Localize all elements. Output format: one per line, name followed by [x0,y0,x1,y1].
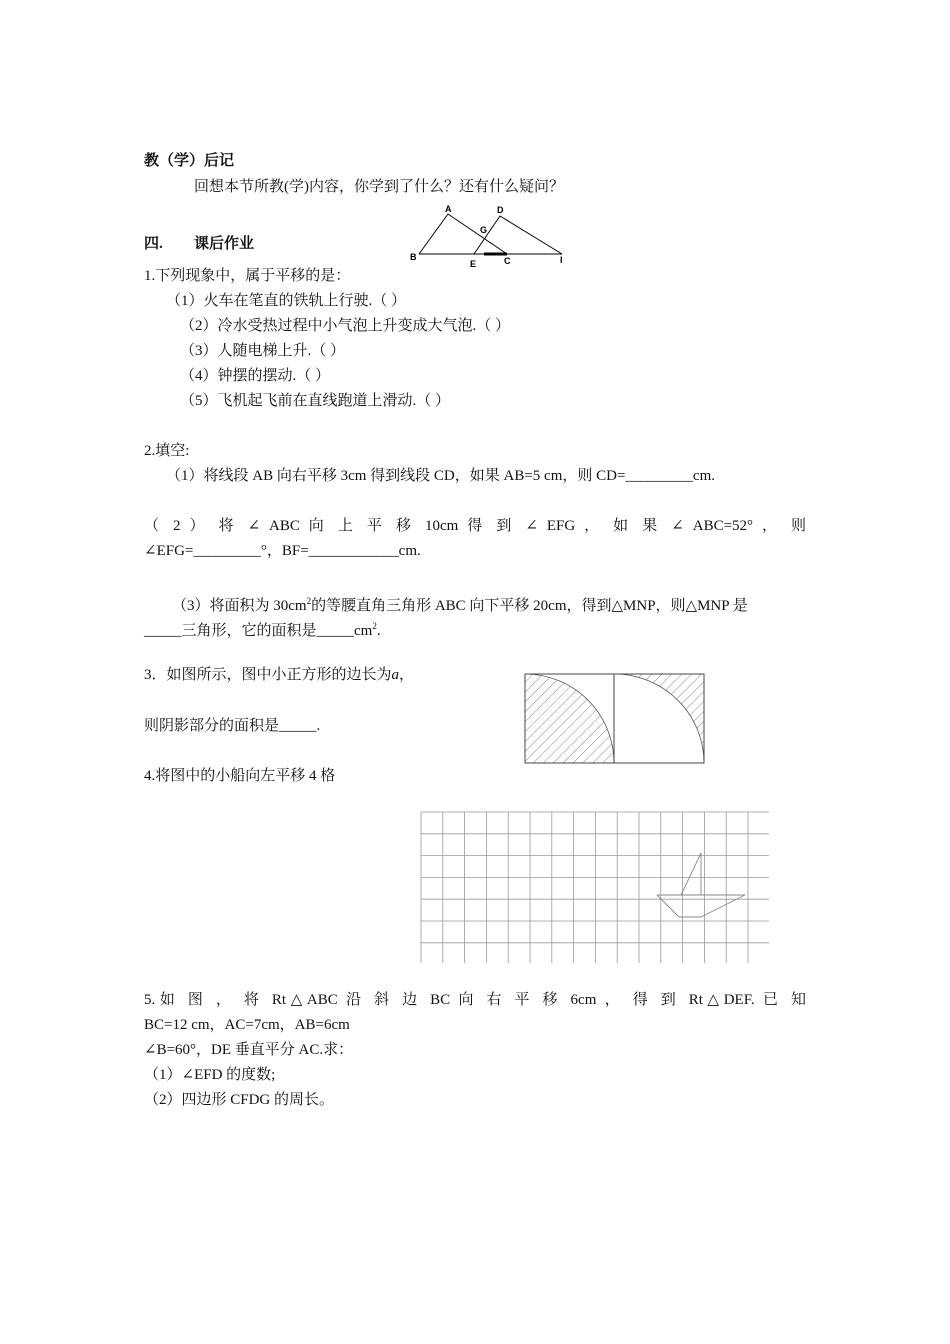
afterword-title: 教（学）后记 [144,153,235,169]
q1-stem: 1.下列现象中，属于平移的是： [144,268,351,284]
label-c: C [504,256,511,266]
right-shaded-region [614,674,704,763]
boat-hull-left [657,895,679,917]
boat-hull-right [701,895,745,917]
q2-part3-line2-text-b: . [376,623,381,639]
q5-line2: BC=12 cm，AC=7cm，AB=6cm [144,1017,350,1033]
q5-line3: ∠B=60°，DE 垂直平分 AC.求： [144,1042,354,1058]
q5-sub2: （2）四边形 CFDG 的周长。 [144,1092,335,1108]
q2-part3-text-b: 的等腰直角三角形 ABC 向下平移 20cm，得到△MNP，则△MNP 是 [311,598,748,614]
label-e: E [470,259,477,269]
q2-part3-sup: 2 [306,596,312,606]
q1-item-1: （1）火车在笔直的铁轨上行驶.（ ） [166,293,407,309]
q2-stem: 2.填空: [144,443,190,459]
triangle-translation-figure [404,200,574,272]
q4-stem: 4.将图中的小船向左平移 4 格 [144,768,336,784]
q2-part2-line1: （ 2 ） 将 ∠ ABC 向 上 平 移 10cm 得 到 ∠ EFG ， 如 果 ∠ ABC=52° ， 则 [144,518,806,534]
q2-part1: （1）将线段 AB 向右平移 3cm 得到线段 CD，如果 AB=5 cm，则 CD=_________cm. [166,468,715,484]
boat-grid-figure [419,811,769,963]
q1-item-4: （4）钟摆的摆动.（ ） [180,368,331,384]
afterword-prompt: 回想本节所教(学)内容，你学到了什么？还有什么疑问？ [194,179,564,195]
shaded-area-figure [524,673,708,765]
q2-part3-line2-sup: 2 [372,621,377,631]
q2-part3-line2-text-a: _____三角形，它的面积是_____cm [144,623,373,639]
q2-part3-text-a: （3）将面积为 30cm [172,598,307,614]
q3-variable-a: a [391,667,400,683]
label-a: A [445,204,452,214]
q5-sub1: （1）∠EFD 的度数; [144,1067,276,1083]
triangle-abc [419,214,507,254]
q3-answer-line: 则阴影部分的面积是_____. [144,718,321,734]
boat-sail [681,853,701,895]
q2-part3-line2 [144,616,381,641]
homework-title: 课后作业 [194,236,255,252]
triangle-def [474,216,562,254]
q1-item-2: （2）冷水受热过程中小气泡上升变成大气泡.（ ） [180,318,511,334]
left-shaded-region [525,674,614,763]
q5-line1: 5.如 图 ， 将 Rt△ABC 沿 斜 边 BC 向 右 平 移 6cm ， 得 到 Rt△DEF. 已 知 [144,992,806,1008]
q3-stem [144,665,414,685]
label-g: G [480,225,488,235]
q2-part2-line2: ∠EFG=_________°，BF=____________cm. [144,543,421,559]
label-b: B [410,252,417,262]
q2-part3-line1 [172,591,748,616]
q3-stem-text-a: 3．如图所示，图中小正方形的边长为 [144,667,392,683]
label-i: I [560,255,563,265]
label-d: D [497,205,504,215]
q1-item-5: （5）飞机起飞前在直线跑道上滑动.（ ） [180,393,451,409]
q3-stem-text-b: ， [399,667,415,683]
homework-number: 四. [144,236,163,252]
boat [657,853,745,917]
q1-item-3: （3）人随电梯上升.（ ） [180,343,346,359]
